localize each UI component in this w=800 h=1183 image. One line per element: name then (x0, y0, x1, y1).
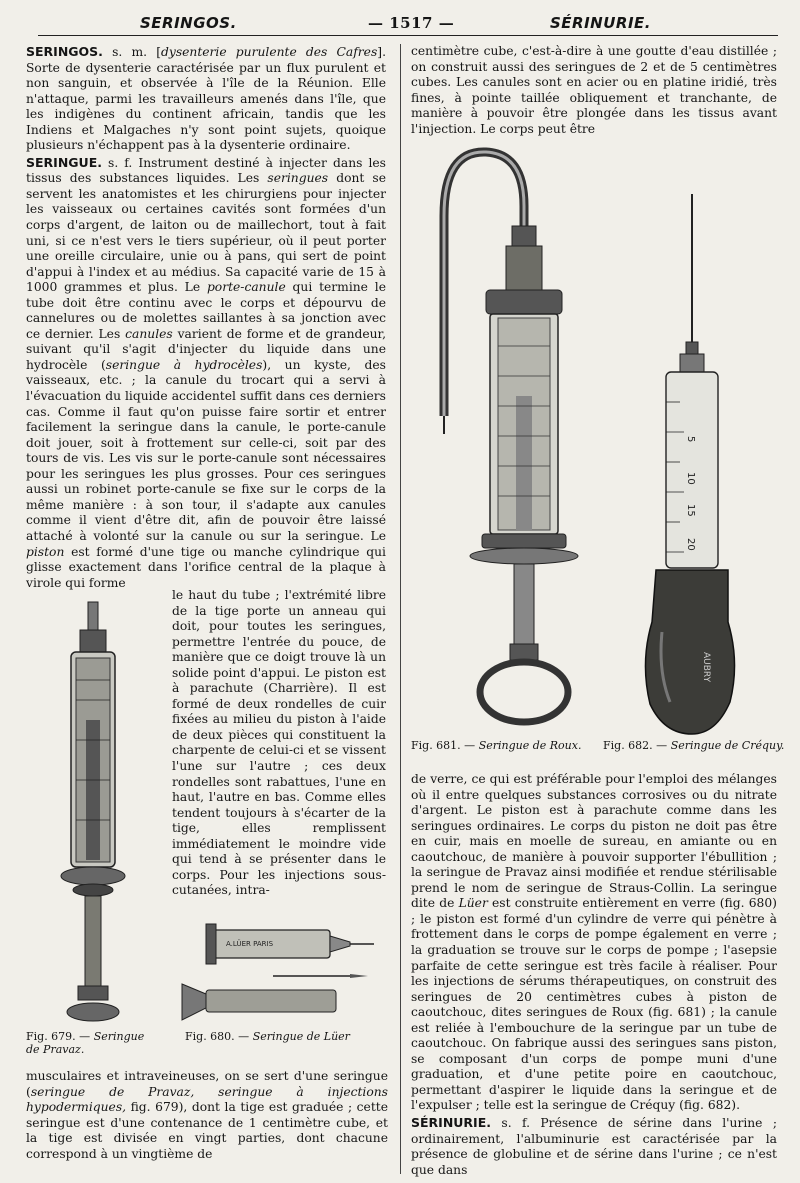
column-right-top (411, 44, 777, 138)
fig-682-brand: AUBRY (701, 652, 711, 683)
header-left-word: SERINGOS. (140, 14, 237, 32)
seringue-continued: le haut du tube ; l'extrémité libre de la tige porte un anneau qui doit, pour toutes les seringues, permettre l'entrée du pouce, de manière que ce doigt trouve là un solide point d'appui. Le piston est à parachute (Charrière). Il est formé de deux rondelles de cuir fixées au milieu du piston à l'aide de deux pièces qui constituent la charpente de celui-ci et se vissent l'une sur l'autre ; ces deux rondelles sont rabattues, l'une en haut, l'autre en bas. Comme elles tendent toujours à s'écarter de la tige, elles remplissent immédiatement le moindre vide qui tend à se présenter dans le corps. Pour les injections sous-cutanées, intra- (172, 588, 386, 898)
caption-fig-680: Fig. 680. — Seringue de Lüer (185, 1030, 350, 1043)
seringue-pravaz-paragraph: musculaires et intraveineuses, on se sert d'une seringue (seringue de Pravaz, seringue à injections hypodermiques, fig. 679), dont la tige est graduée ; cette seringue est d'une contenance de 1 centimètre cube, et la tige est divisée en vingt parties, dont chacune correspond à un vingtième de (26, 1069, 388, 1161)
entry-serinurie: SÉRINURIE. s. f. Présence de sérine dans l'urine ; ordinairement, l'albuminurie est caractérisée par la présence de globuline et de sérine dans l'urine ; ce n'est que dans (411, 1115, 777, 1177)
caption-fig-682: Fig. 682. — Seringue de Créquy. (603, 739, 785, 752)
column-left-top (26, 44, 386, 592)
header-right-word: SÉRINURIE. (550, 14, 651, 32)
fig-679-pravaz-syringe-illustration (58, 600, 128, 1026)
column-divider (400, 44, 401, 1174)
fig-682-mark-10: 10 (685, 472, 696, 485)
headword-seringue: SERINGUE. (26, 154, 102, 170)
headword-seringos: SERINGOS. (26, 44, 103, 59)
entry-seringue: SERINGUE. s. f. Instrument destiné à injecter dans les tissus des substances liquides. Les seringues dont se servent les anatomistes et les chirurgiens pour injecter les vaisseaux ou certaines cavités sont formées d'un corps d'argent, de laiton ou de maillechort, tout à fait uni, si ce n'est vers le tiers supérieur, où il peut porter une oreille circulaire, unie ou à pans, qui sert de point d'appui à l'index et au médius. Sa capacité varie de 15 à 1000 grammes et plus. Le porte-canule qui termine le tube doit être continu avec le corps et dépourvu de cannelures ou de molettes saillantes à sa jonction avec ce dernier. Les canules varient de forme et de grandeur, suivant qu'il s'agit d'injecter du liquide dans une hydrocèle (seringue à hydrocèles), un kyste, des vaisseaux, etc. ; la canule du trocart qui a servi à l'évacuation du liquide accidentel suffit dans ces derniers cas. Comme il faut qu'on puisse faire sortir et entrer facilement la seringue dans la canule, le porte-canule doit jouer, soit à frottement sur celle-ci, soit par des tours de vis. Les vis sur le porte-canule sont nécessaires pour les seringues les plus grosses. Pour ces seringues aussi un robinet porte-canule se fixe sur le corps de la même manière : à son tour, il s'adapte aux canules comme il vient d'être dit, afin de pouvoir être laissé attaché à volonté sur la canule ou sur la seringue. Le piston est formé d'une tige ou manche cylindrique qui glisse exactement dans l'orifice central de la plaque à virole qui forme (26, 154, 386, 590)
fig-682-mark-5: 5 (685, 436, 696, 443)
column-right-bottom (411, 772, 777, 1179)
fig-682-crequy-syringe-illustration (636, 192, 742, 736)
entry-seringos: SERINGOS. s. m. [dysenterie purulente des Cafres]. Sorte de dysenterie caractérisée par un flux purulent et non sanguin, et observée à l'île de la Réunion. Elle n'attaque, parmi les travailleurs amenés dans l'île, que les indigènes du continent africain, tandis que les Indiens et Malgaches n'y sont point sujets, quoique plusieurs n'échappent pas à la dysenterie ordinaire. (26, 44, 386, 153)
fig-680-engraving: A.LÜER PARIS (226, 940, 274, 948)
page-number: — 1517 — (368, 14, 455, 32)
headword-serinurie: SÉRINURIE. (411, 1115, 491, 1131)
seringue-verre-paragraph: de verre, ce qui est préférable pour l'emploi des mélanges où il entre quelques substances corrosives ou du nitrate d'argent. Le piston est à parachute comme dans les seringues ordinaires. Le corps du piston ne doit pas être en cuir, mais en moelle de sureau, en amiante ou en caoutchouc, de manière à pouvoir supporter l'ébullition ; la seringue de Pravaz ainsi modifiée et rendue stérilisable prend le nom de seringue de Straus-Collin. La seringue dite de Lüer est construite entièrement en verre (fig. 680) ; le piston est formé d'un cylindre de verre qui pénètre à frottement dans le corps de pompe également en verre ; la graduation se trouve sur le corps de pompe ; l'asepsie parfaite de cette seringue est très facile à réaliser. Pour les injections de sérums thérapeutiques, on construit des seringues de 20 centimètres cubes à piston de caoutchouc, dites seringues de Roux (fig. 681) ; la canule est reliée à l'embouchure de la seringue par un tube de caoutchouc. On fabrique aussi des seringues sans piston, se composant d'un corps de pompe muni d'une graduation, et d'une petite poire en caoutchouc, permettant d'aspirer le liquide dans la seringue et de l'expulser ; telle est la seringue de Créquy (fig. 682). (411, 772, 777, 1113)
fig-681-roux-syringe-illustration (420, 146, 580, 734)
fig-682-mark-15: 15 (685, 504, 696, 517)
caption-fig-679: Fig. 679. — Seringue de Pravaz. (26, 1030, 145, 1056)
seringue-continued-right: centimètre cube, c'est-à-dire à une goutte d'eau distillée ; on construit aussi des seringues de 2 et de 5 centimètres cubes. Les canules sont en acier ou en platine iridié, très fines, à pointe taillée obliquement et tranchante, de manière à pouvoir être plongée dans les tissus avant l'injection. Le corps peut être (411, 44, 777, 136)
header-rule (38, 35, 778, 36)
column-left-wrap (172, 588, 386, 900)
caption-fig-681: Fig. 681. — Seringue de Roux. (411, 739, 582, 752)
column-left-bottom (26, 1069, 388, 1163)
fig-682-mark-20: 20 (685, 538, 696, 551)
fig-680-luer-syringe-illustration (178, 918, 376, 1028)
